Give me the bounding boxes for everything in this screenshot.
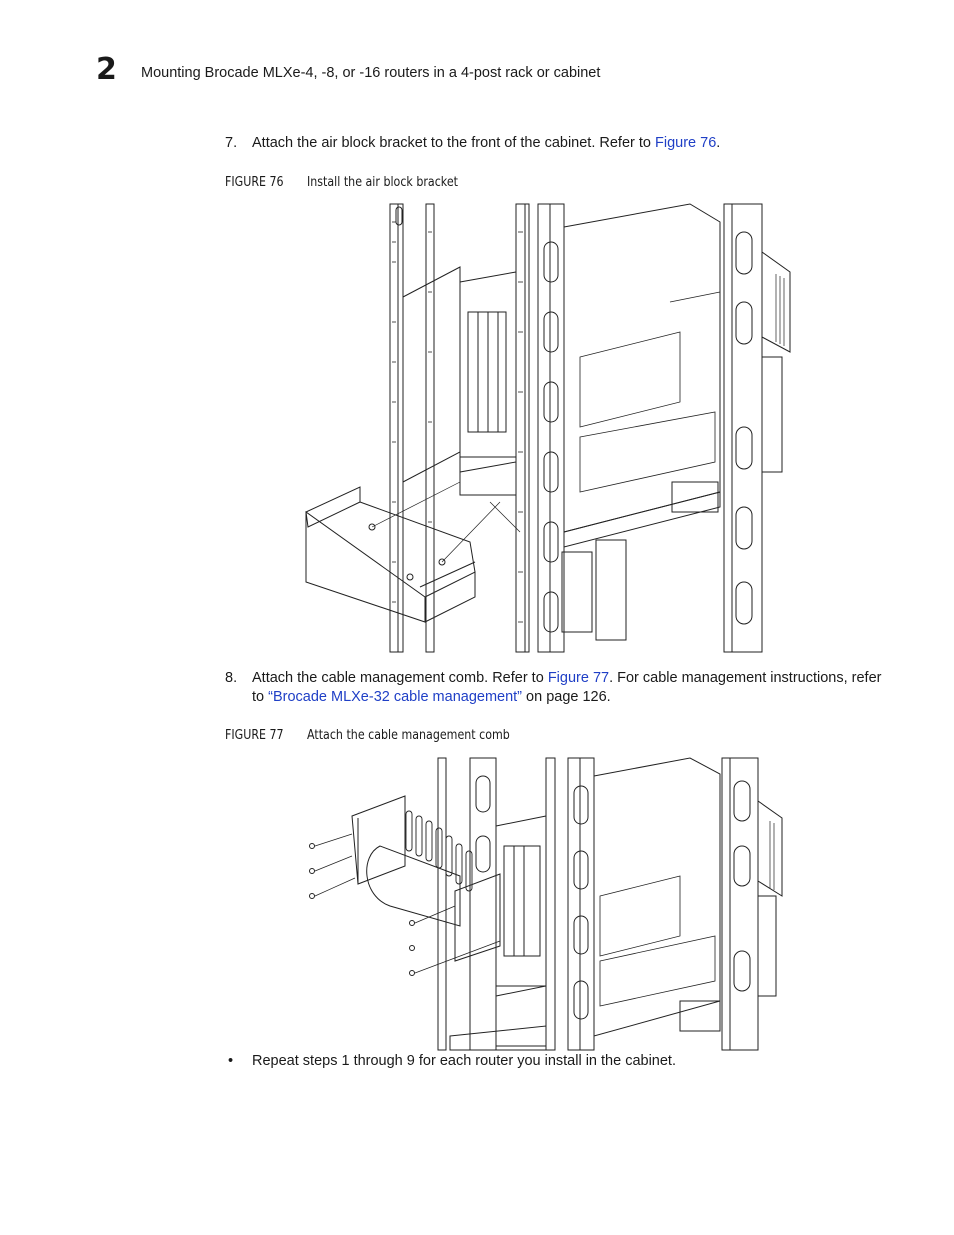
figure-title: Attach the cable management comb xyxy=(307,727,510,743)
figure-76-caption xyxy=(225,174,458,190)
figure-title: Install the air block bracket xyxy=(307,174,458,190)
step-8-text-b: . For cable management instructions, refer to xyxy=(252,670,882,705)
figure-77-illustration xyxy=(300,756,790,1051)
step-text xyxy=(252,134,892,153)
cable-management-link[interactable]: “Brocade MLXe-32 cable management” xyxy=(268,689,523,705)
chapter-number: 2 xyxy=(96,52,117,87)
figure-76-illustration xyxy=(300,202,800,654)
step-7-end: . xyxy=(716,135,721,151)
figure-label: FIGURE 77 xyxy=(225,727,284,743)
running-header-title: Mounting Brocade MLXe-4, -8, or -16 routers in a 4-post rack or cabinet xyxy=(141,65,601,81)
bullet-symbol: • xyxy=(228,1053,234,1069)
step-7-text: Attach the air block bracket to the front of the cabinet. Refer to xyxy=(252,135,655,151)
step-number: 7. xyxy=(225,135,238,151)
step-8-text-a: Attach the cable management comb. Refer to xyxy=(252,670,548,686)
step-8-text-c: on page 126. xyxy=(522,689,611,705)
step-text xyxy=(252,669,892,707)
figure-label: FIGURE 76 xyxy=(225,174,284,190)
figure-77-link[interactable]: Figure 77 xyxy=(547,670,610,686)
bullet-text: Repeat steps 1 through 9 for each router you install in the cabinet. xyxy=(252,1053,676,1069)
step-number: 8. xyxy=(225,670,238,686)
figure-76-link[interactable]: Figure 76 xyxy=(655,135,717,151)
figure-77-caption xyxy=(225,727,510,743)
